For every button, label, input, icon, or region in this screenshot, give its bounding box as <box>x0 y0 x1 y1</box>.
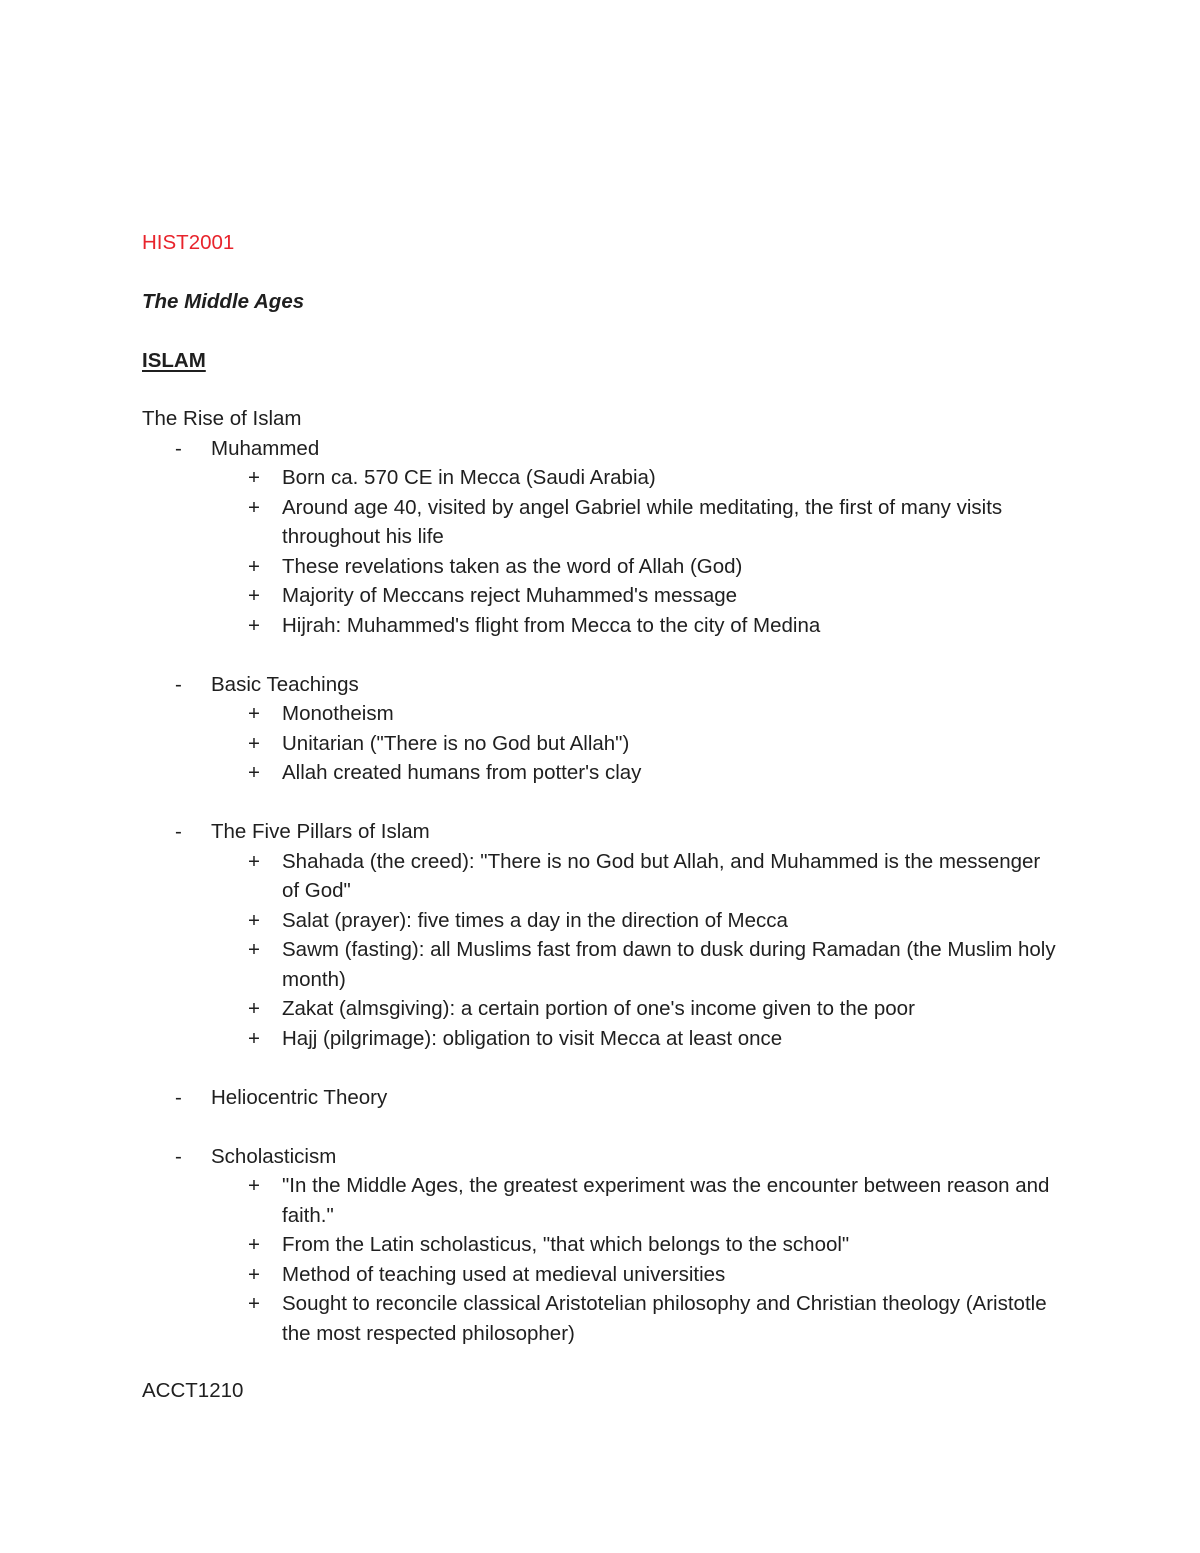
point-text: From the Latin scholasticus, "that which belongs to the school" <box>282 1233 850 1256</box>
point-text: Salat (prayer): five times a day in the direction of Mecca <box>282 908 788 932</box>
plus-bullet-icon: + <box>248 1026 260 1050</box>
topic-line <box>142 1083 1062 1113</box>
outline-title: The Rise of Islam <box>142 407 302 430</box>
point-item <box>142 1289 1062 1348</box>
point-item <box>142 463 1062 493</box>
point-item <box>142 581 1062 611</box>
plus-bullet-icon: + <box>248 584 260 607</box>
plus-bullet-icon: + <box>248 849 260 873</box>
topic-list <box>142 434 1062 1349</box>
point-item <box>142 994 1062 1024</box>
dash-bullet-icon: - <box>175 672 182 696</box>
plus-bullet-icon: + <box>248 1233 260 1256</box>
point-text: Unitarian ("There is no God but Allah") <box>282 731 630 755</box>
topic-line <box>142 1142 1062 1172</box>
point-text: Hajj (pilgrimage): obligation to visit Mecca at least once <box>282 1026 783 1050</box>
point-text: Around age 40, visited by angel Gabriel while meditating, the first of many visits throughout his life <box>282 495 1003 548</box>
point-item <box>142 493 1062 552</box>
point-list <box>142 699 1062 788</box>
topic-item <box>142 1083 1062 1113</box>
plus-bullet-icon: + <box>248 938 260 961</box>
course-code: HIST2001 <box>142 231 235 254</box>
plus-bullet-icon: + <box>248 466 260 489</box>
point-item <box>142 1171 1062 1230</box>
dash-bullet-icon: - <box>175 1085 182 1109</box>
point-item <box>142 1230 1062 1260</box>
topic-item <box>142 670 1062 788</box>
point-item <box>142 552 1062 582</box>
point-item <box>142 729 1062 759</box>
point-text: Shahada (the creed): "There is no God but Allah, and Muhammed is the messenger of God" <box>282 849 1041 902</box>
topic-item <box>142 1142 1062 1349</box>
section-heading: ISLAM <box>142 349 206 372</box>
point-item <box>142 1260 1062 1290</box>
plus-bullet-icon: + <box>248 702 260 725</box>
point-text: Majority of Meccans reject Muhammed's message <box>282 584 738 607</box>
point-text: "In the Middle Ages, the greatest experiment was the encounter between reason and faith." <box>282 1174 1050 1227</box>
topic-label: Basic Teachings <box>211 672 359 696</box>
point-text: Sought to reconcile classical Aristotelian philosophy and Christian theology (Aristotle the most respected philosopher) <box>282 1292 1047 1345</box>
point-item <box>142 935 1062 994</box>
plus-bullet-icon: + <box>248 1292 260 1315</box>
plus-bullet-icon: + <box>248 997 260 1020</box>
point-text: Sawm (fasting): all Muslims fast from dawn to dusk during Ramadan (the Muslim holy month) <box>282 938 1056 991</box>
dash-bullet-icon: - <box>175 820 182 843</box>
topic-line <box>142 817 1062 847</box>
plus-bullet-icon: + <box>248 1174 260 1197</box>
topic-item <box>142 434 1062 641</box>
topic-line <box>142 670 1062 700</box>
point-item <box>142 1024 1062 1054</box>
point-item <box>142 611 1062 641</box>
point-text: Monotheism <box>282 702 394 725</box>
point-text: Method of teaching used at medieval universities <box>282 1262 726 1286</box>
plus-bullet-icon: + <box>248 731 260 755</box>
plus-bullet-icon: + <box>248 613 260 637</box>
plus-bullet-icon: + <box>248 1262 260 1286</box>
point-item <box>142 847 1062 906</box>
point-text: Zakat (almsgiving): a certain portion of one's income given to the poor <box>282 997 915 1020</box>
point-list <box>142 1171 1062 1348</box>
point-list <box>142 847 1062 1054</box>
plus-bullet-icon: + <box>248 761 260 784</box>
topic-label: Heliocentric Theory <box>211 1085 388 1109</box>
footer-course-code: ACCT1210 <box>142 1379 244 1402</box>
plus-bullet-icon: + <box>248 908 260 932</box>
point-list <box>142 463 1062 640</box>
plus-bullet-icon: + <box>248 554 260 578</box>
topic-label: Muhammed <box>211 436 320 460</box>
topic-item <box>142 817 1062 1053</box>
point-text: Hijrah: Muhammed's flight from Mecca to the city of Medina <box>282 613 821 637</box>
dash-bullet-icon: - <box>175 1144 182 1168</box>
point-text: These revelations taken as the word of Allah (God) <box>282 554 743 578</box>
point-item <box>142 699 1062 729</box>
dash-bullet-icon: - <box>175 436 182 460</box>
point-item <box>142 758 1062 788</box>
point-item <box>142 906 1062 936</box>
point-text: Allah created humans from potter's clay <box>282 761 642 784</box>
plus-bullet-icon: + <box>248 495 260 519</box>
document-title: The Middle Ages <box>142 290 305 313</box>
topic-line <box>142 434 1062 464</box>
outline <box>142 404 1062 1348</box>
point-text: Born ca. 570 CE in Mecca (Saudi Arabia) <box>282 466 656 489</box>
topic-label: The Five Pillars of Islam <box>211 820 430 843</box>
topic-label: Scholasticism <box>211 1144 337 1168</box>
